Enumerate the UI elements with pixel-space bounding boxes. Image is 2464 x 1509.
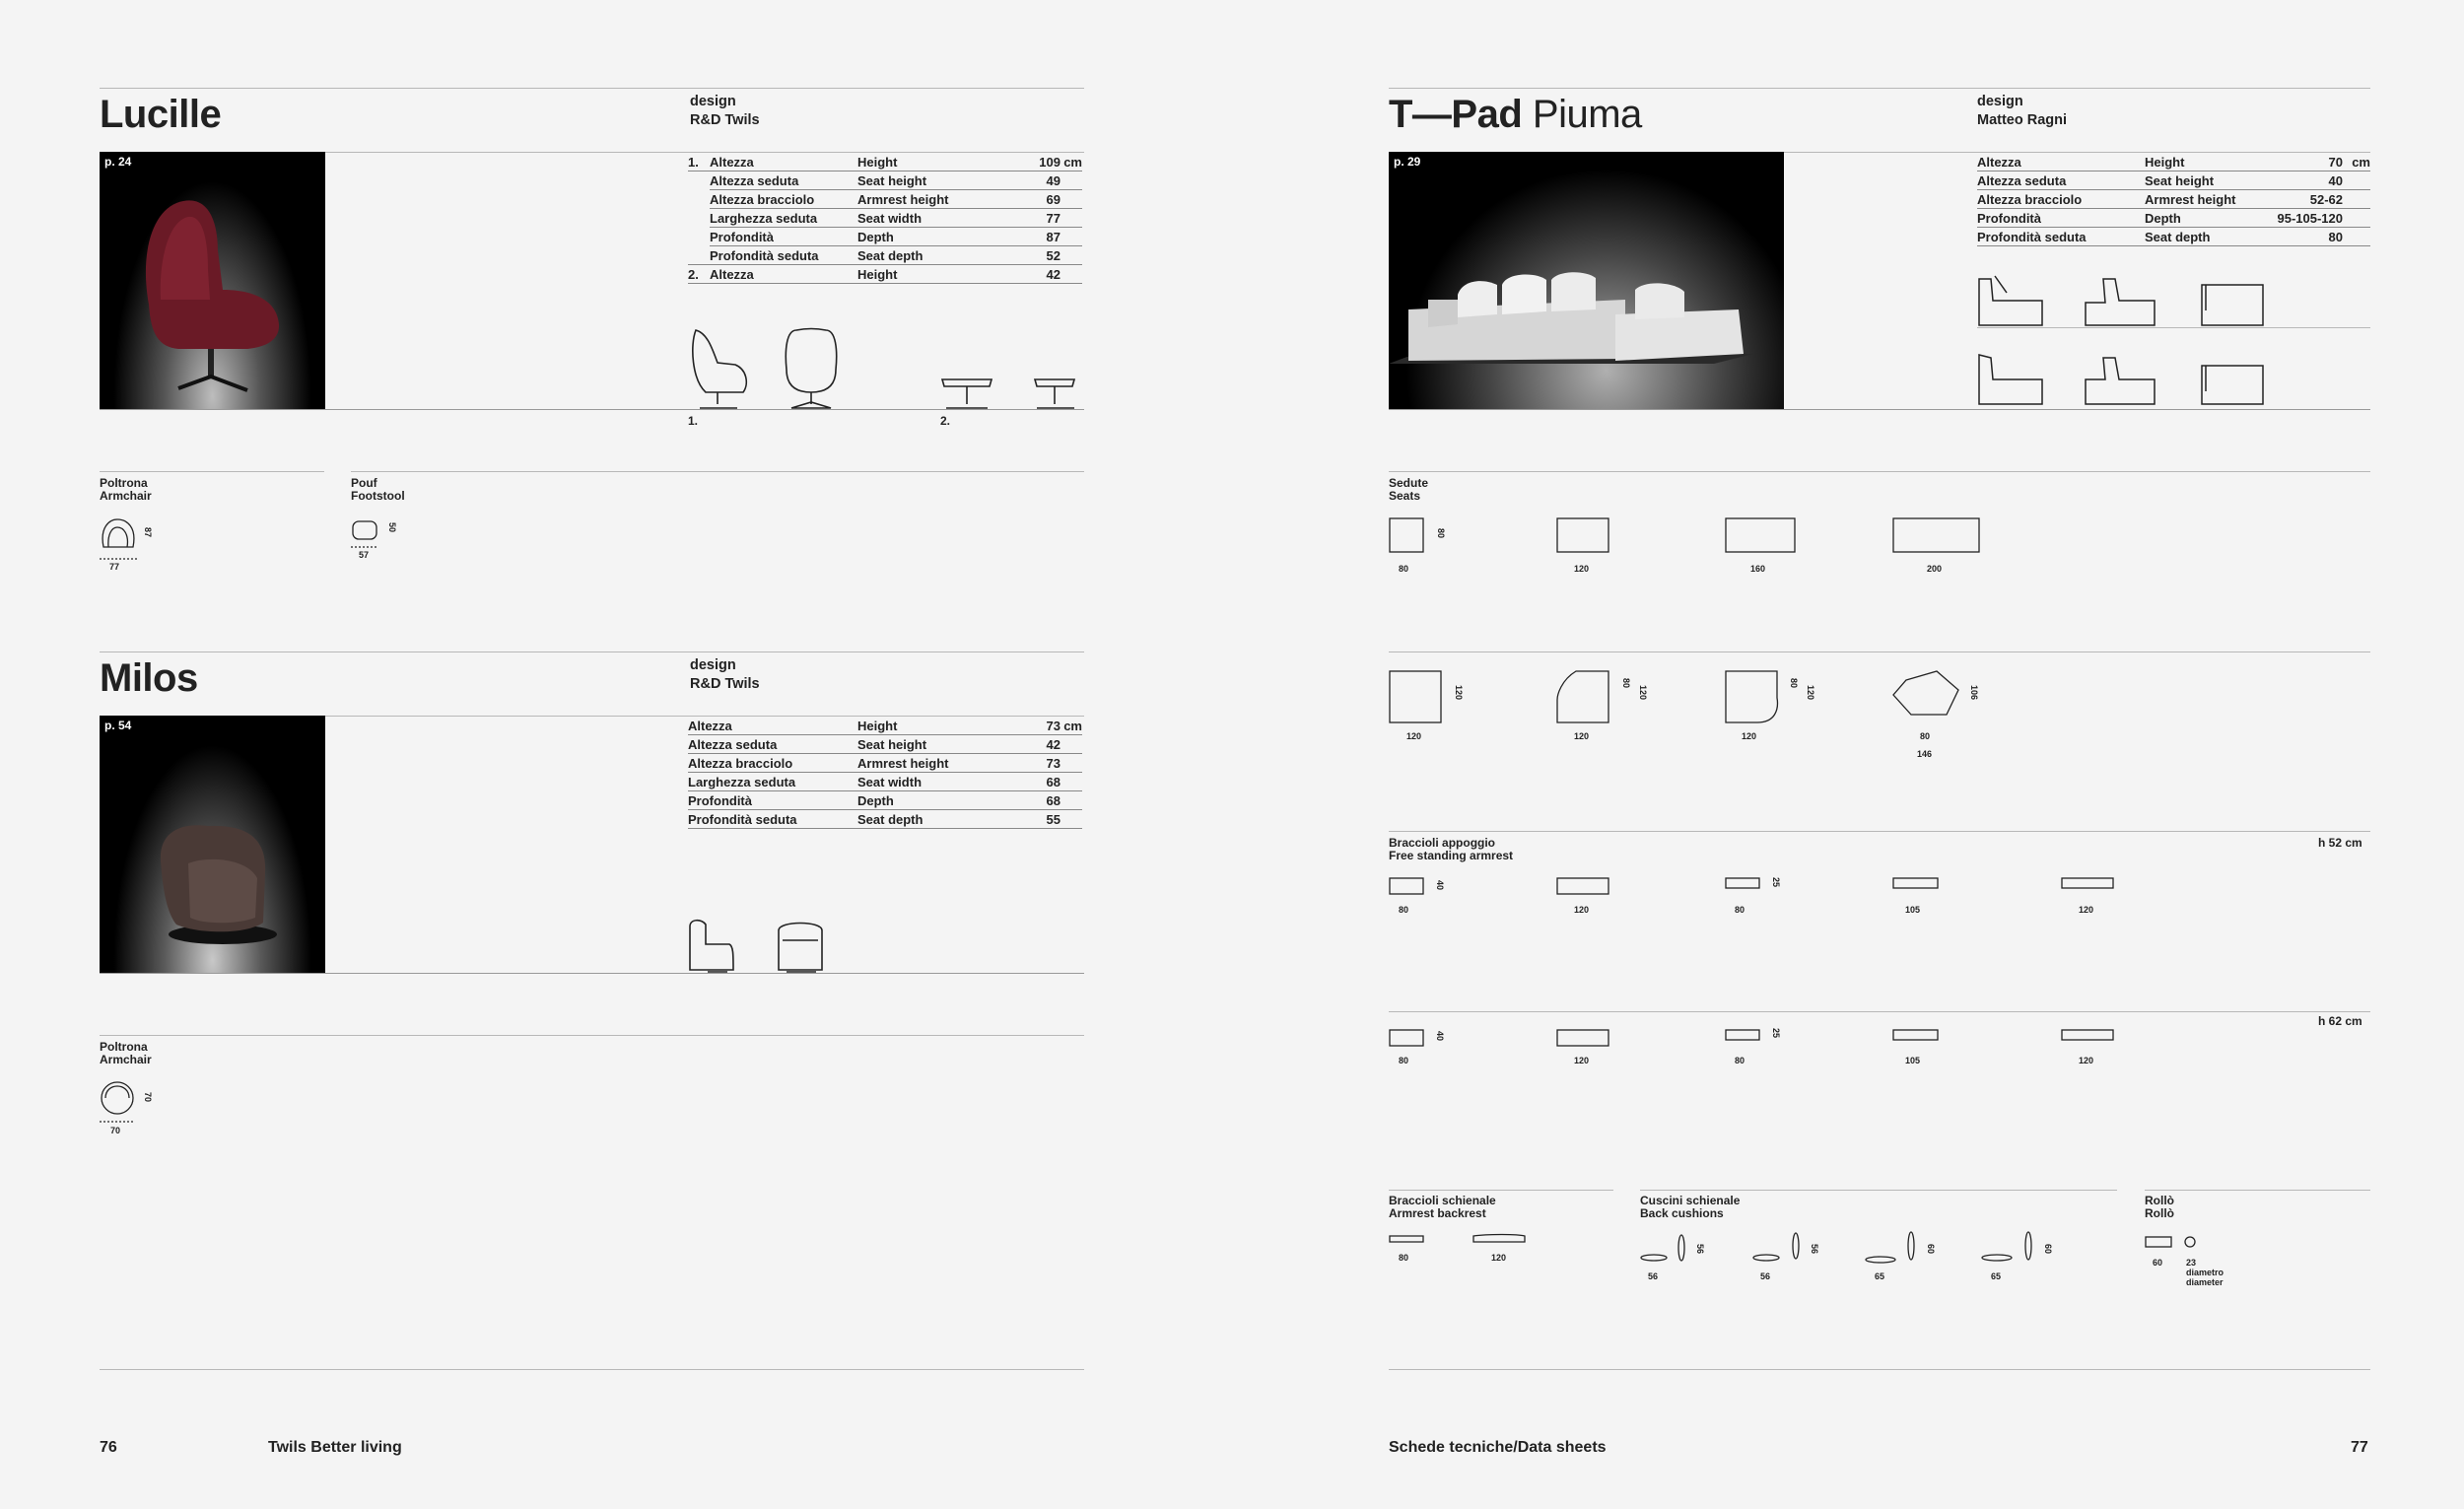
page-number: 76 <box>100 1439 117 1456</box>
designer-name: Matteo Ragni <box>1977 112 2068 128</box>
armchair-plan-icon <box>100 1080 149 1130</box>
spec-row: Larghezza seduta Seat width 68 <box>688 773 1082 791</box>
divider <box>100 973 1084 974</box>
section-label-it: Braccioli appoggio <box>1389 836 1496 850</box>
dim-depth: 25 <box>1771 877 1781 888</box>
footstool-plan-icon <box>351 517 390 557</box>
spec-row: Profondità Depth 68 <box>688 791 1082 810</box>
dim-depth: 80 <box>1436 528 1446 539</box>
footer-title: Twils Better living <box>268 1439 402 1456</box>
section-label-en: Seats <box>1389 489 1421 503</box>
dim-width: 80 <box>1399 1253 1409 1263</box>
page-number: 77 <box>2351 1439 2368 1456</box>
lucille-chair-image <box>100 152 325 409</box>
dim-depth: 120 <box>1806 685 1815 701</box>
dim-width: 120 <box>2079 1056 2094 1065</box>
spec-row: Larghezza seduta Seat width 77 <box>688 209 1082 228</box>
drawing-label: 1. <box>688 414 699 428</box>
dim-width: 120 <box>1491 1253 1507 1263</box>
seats-row1-plans <box>1389 517 2000 557</box>
divider <box>1389 1369 2370 1370</box>
divider <box>100 471 324 472</box>
dim-width: 65 <box>1875 1271 1885 1281</box>
milos-elevation-drawings <box>688 917 836 974</box>
dim-depth: 70 <box>143 1092 153 1103</box>
dim-diameter: 23 <box>2186 1258 2197 1268</box>
divider <box>2145 1190 2370 1191</box>
diameter-label: diametro <box>2186 1268 2224 1277</box>
divider <box>100 1369 1084 1370</box>
dim-width: 60 <box>2153 1258 2163 1268</box>
dim-width: 120 <box>1574 905 1590 915</box>
dim-width: 80 <box>1920 731 1931 741</box>
dim-width: 120 <box>1574 1056 1590 1065</box>
seats-row2-plans <box>1389 670 2000 729</box>
dim-width: 120 <box>1742 731 1757 741</box>
section-label-en: Back cushions <box>1640 1206 1724 1220</box>
page-ref: p. 29 <box>1394 155 1421 169</box>
dim-width: 80 <box>1399 905 1409 915</box>
height-label: h 52 cm <box>2318 836 2362 850</box>
divider <box>351 471 1084 472</box>
dim-depth: 40 <box>1435 1031 1445 1042</box>
dim-height: 60 <box>1926 1244 1936 1255</box>
designer-name: R&D Twils <box>690 676 760 692</box>
divider <box>1389 1190 1613 1191</box>
product-photo-milos <box>100 716 325 973</box>
plan-label-it: Poltrona <box>100 1040 148 1054</box>
plan-label-en: Armchair <box>100 1053 152 1066</box>
spec-row: Altezza bracciolo Armrest height 69 <box>688 190 1082 209</box>
height-label: h 62 cm <box>2318 1014 2362 1028</box>
dim-depth: 120 <box>1638 685 1648 701</box>
divider <box>1977 327 2370 328</box>
dim-depth: 80 <box>1621 678 1631 689</box>
spec-row: 1. Altezza Height 109 cm <box>688 154 1082 170</box>
divider <box>100 88 1084 89</box>
dim-width: 57 <box>359 550 370 560</box>
dim-width: 80 <box>1399 1056 1409 1065</box>
dim-height: 60 <box>2043 1244 2053 1255</box>
page-ref: p. 54 <box>104 719 132 732</box>
spec-row: 2. Altezza Height 42 <box>688 265 1082 284</box>
section-label-it: Sedute <box>1389 476 1429 490</box>
dim-width: 120 <box>1574 564 1590 574</box>
spec-row: Profondità Depth 95-105-120 <box>1977 209 2370 228</box>
section-label-en: Free standing armrest <box>1389 849 1514 862</box>
design-label: design <box>1977 94 2023 109</box>
product-photo-lucille <box>100 152 325 409</box>
dim-height: 56 <box>1695 1244 1705 1255</box>
section-label-it: Rollò <box>2145 1194 2174 1207</box>
product-title-milos: Milos <box>100 656 198 700</box>
dim-depth: 87 <box>143 527 153 538</box>
divider <box>100 1035 1084 1036</box>
spec-row: Altezza seduta Seat height 49 <box>688 171 1082 190</box>
dim-width: 70 <box>110 1126 121 1135</box>
dim-width: 105 <box>1905 905 1921 915</box>
spec-table-tpad <box>1977 153 2370 246</box>
footer-title: Schede tecniche/Data sheets <box>1389 1439 1607 1456</box>
section-label-it: Braccioli schienale <box>1389 1194 1496 1207</box>
dim-width: 56 <box>1760 1271 1771 1281</box>
spec-row: Profondità seduta Seat depth 80 <box>1977 228 2370 246</box>
divider <box>1389 409 2370 410</box>
dim-depth: 120 <box>1454 685 1464 701</box>
divider <box>1389 1011 2370 1012</box>
spec-table-milos <box>688 717 1082 829</box>
spec-row: Altezza seduta Seat height 42 <box>688 735 1082 754</box>
spec-row: Altezza bracciolo Armrest height 52-62 <box>1977 190 2370 209</box>
spec-row: Altezza Height 70 cm <box>1977 154 2370 170</box>
design-label: design <box>690 657 736 673</box>
spec-table-lucille <box>688 153 1082 284</box>
divider <box>1640 1190 2117 1191</box>
product-title-tpad <box>1389 93 1642 137</box>
dim-width: 200 <box>1927 564 1943 574</box>
dim-depth: 106 <box>1969 685 1979 701</box>
dim-width: 146 <box>1917 749 1933 759</box>
divider <box>1389 831 2370 832</box>
page-ref: p. 24 <box>104 155 132 169</box>
dim-width: 80 <box>1399 564 1409 574</box>
dim-width: 120 <box>1574 731 1590 741</box>
spec-row: Altezza Height 73 cm <box>688 718 1082 733</box>
product-title-lucille: Lucille <box>100 93 222 136</box>
dim-width: 105 <box>1905 1056 1921 1065</box>
tpad-elevation-drawings <box>1977 271 2371 409</box>
plan-label-it: Poltrona <box>100 476 148 490</box>
plan-label-en: Footstool <box>351 489 405 503</box>
section-label-en: Rollò <box>2145 1206 2174 1220</box>
section-label-it: Cuscini schienale <box>1640 1194 1741 1207</box>
rollo-plans <box>2145 1236 2204 1250</box>
divider <box>1389 88 2370 89</box>
design-label: design <box>690 94 736 109</box>
spec-row: Profondità seduta Seat depth 52 <box>688 246 1082 265</box>
dim-width: 160 <box>1750 564 1766 574</box>
armrests-h52-plans <box>1389 877 2118 897</box>
product-photo-tpad <box>1389 152 1784 409</box>
title-bold: T—Pad <box>1389 93 1523 136</box>
dim-depth: 80 <box>1789 678 1799 689</box>
milos-chair-image <box>100 716 325 973</box>
spec-row: Profondità seduta Seat depth 55 <box>688 810 1082 829</box>
backrest-arms-plans <box>1389 1234 1517 1246</box>
title-light: Piuma <box>1532 93 1642 136</box>
divider <box>1389 471 2370 472</box>
armrests-h62-plans <box>1389 1029 2118 1049</box>
designer-name: R&D Twils <box>690 112 760 128</box>
dim-width: 56 <box>1648 1271 1659 1281</box>
dim-width: 77 <box>109 562 120 572</box>
spec-row: Altezza seduta Seat height 40 <box>1977 171 2370 190</box>
tpad-sofa-image <box>1389 152 1784 409</box>
dim-width: 65 <box>1991 1271 2002 1281</box>
dim-width: 80 <box>1735 1056 1745 1065</box>
spec-row: Profondità Depth 87 <box>688 228 1082 246</box>
lucille-elevation-drawings <box>688 325 1082 410</box>
spec-row: Altezza bracciolo Armrest height 73 <box>688 754 1082 773</box>
dim-width: 120 <box>1406 731 1422 741</box>
dim-depth: 25 <box>1771 1028 1781 1039</box>
armchair-plan-icon <box>100 517 159 562</box>
dim-depth: 50 <box>387 522 397 533</box>
dim-width: 120 <box>2079 905 2094 915</box>
dim-depth: 40 <box>1435 880 1445 891</box>
drawing-label: 2. <box>940 414 951 428</box>
section-label-en: Armrest backrest <box>1389 1206 1486 1220</box>
diameter-label-en: diameter <box>2186 1277 2224 1287</box>
dim-width: 80 <box>1735 905 1745 915</box>
plan-label-en: Armchair <box>100 489 152 503</box>
dim-height: 56 <box>1810 1244 1819 1255</box>
plan-label-it: Pouf <box>351 476 377 490</box>
